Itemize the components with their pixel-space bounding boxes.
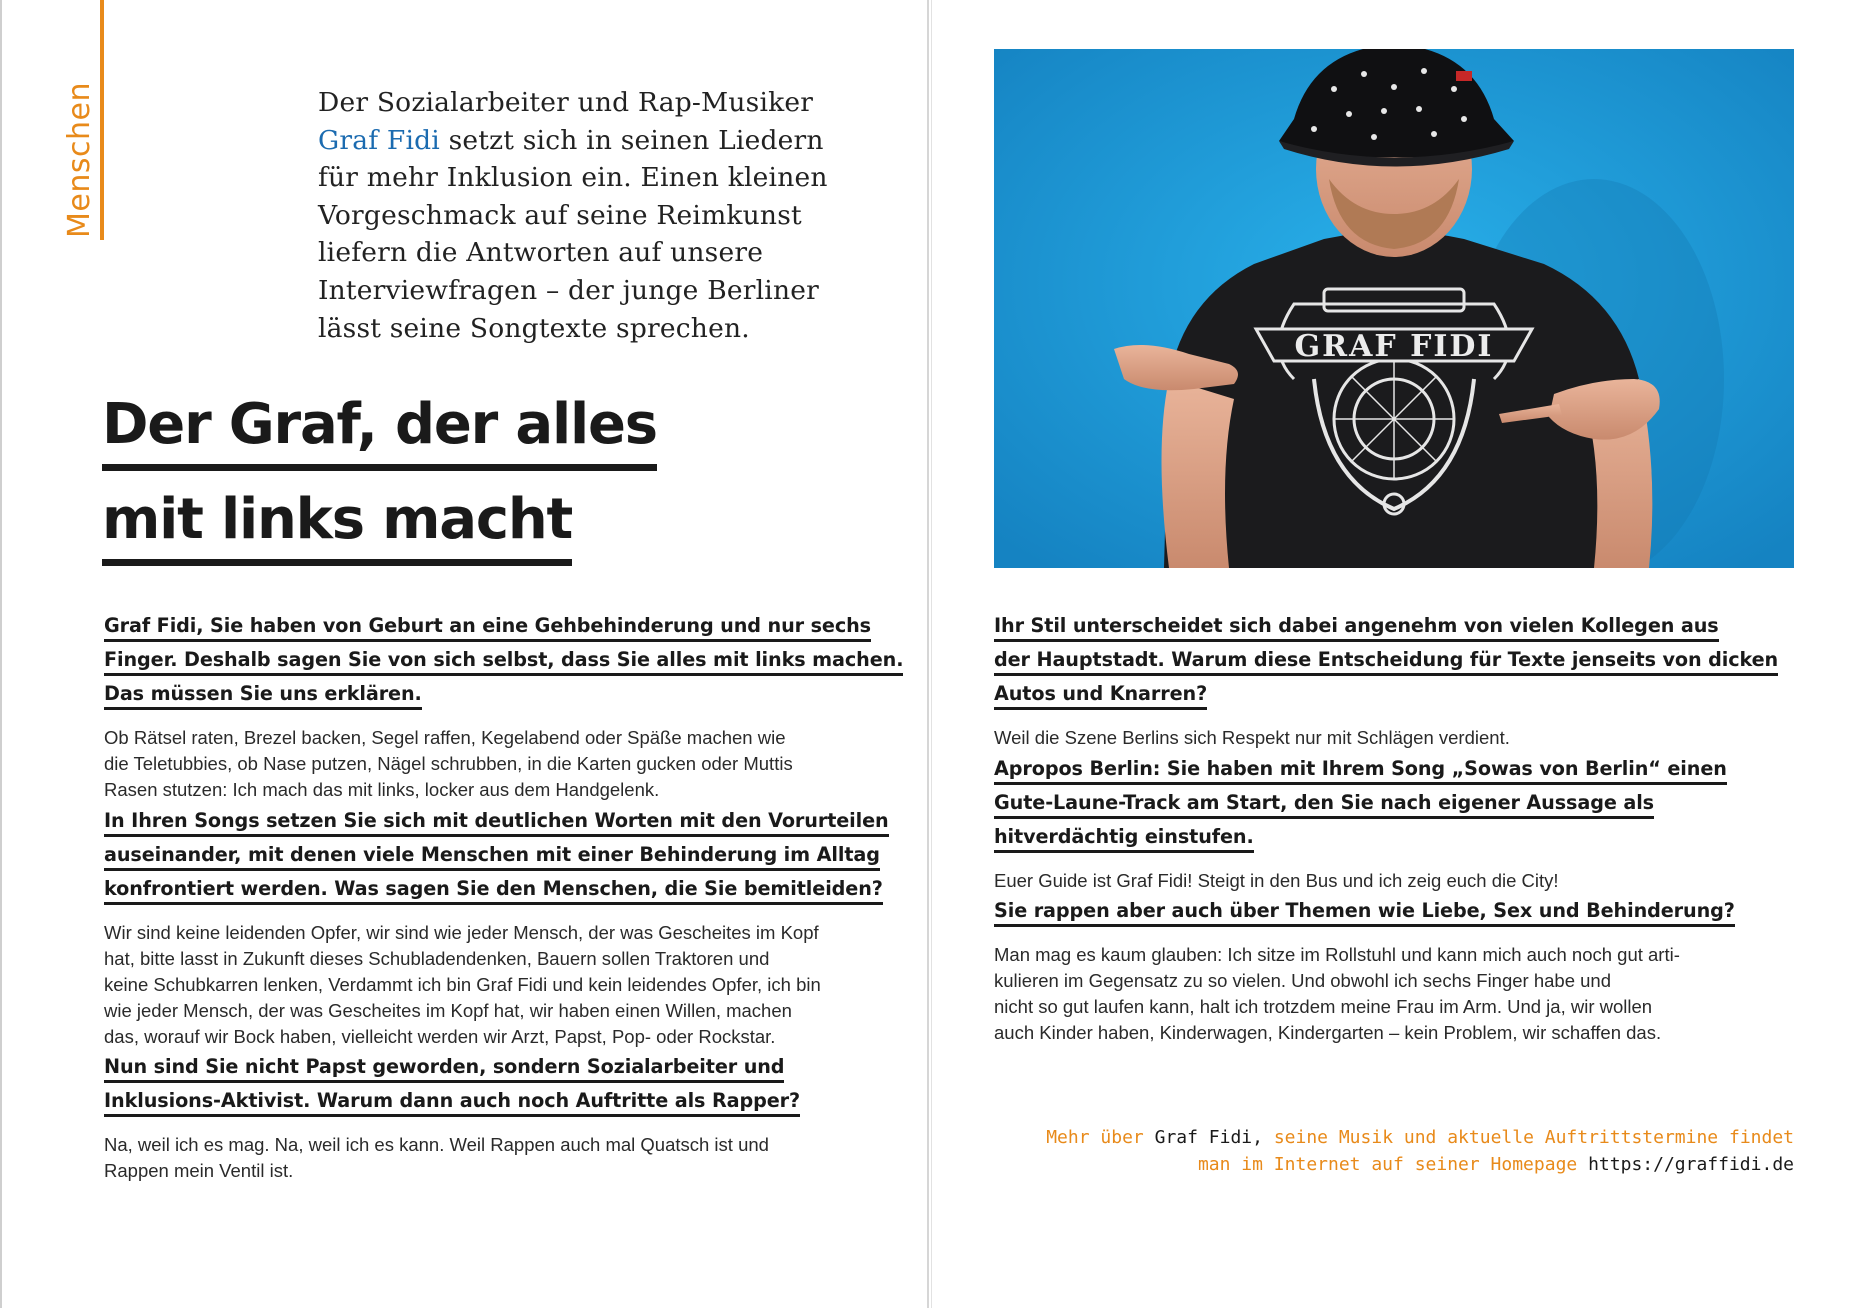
question-line: konfrontiert werden. Was sagen Sie den Menschen, die Sie bemitleiden? bbox=[104, 875, 883, 905]
answer-line: Euer Guide ist Graf Fidi! Steigt in den Bus und ich zeig euch die City! bbox=[994, 870, 1559, 891]
intro-line: liefern die Antworten auf unsere bbox=[318, 237, 764, 269]
intro-line: lässt seine Songtexte sprechen. bbox=[318, 312, 750, 344]
homepage-link[interactable]: https://graffidi.de bbox=[1588, 1154, 1794, 1175]
answer-line: das, worauf wir Bock haben, vielleicht werden wir Arzt, Papst, Pop- oder Rockstar. bbox=[104, 1026, 776, 1047]
footer-text: Mehr über bbox=[1046, 1127, 1144, 1148]
interview-answer bbox=[104, 1132, 864, 1184]
question-line: Ihr Stil unterscheidet sich dabei angenehm von vielen Kollegen aus bbox=[994, 612, 1719, 642]
interview-answer bbox=[994, 868, 1794, 894]
question-line: auseinander, mit denen viele Menschen mit einer Behinderung im Alltag bbox=[104, 841, 880, 871]
answer-line: auch Kinder haben, Kinderwagen, Kindergarten – kein Problem, wir schaffen das. bbox=[994, 1022, 1662, 1043]
intro-line: Der Sozialarbeiter und Rap-Musiker bbox=[318, 87, 814, 118]
question-line: Graf Fidi, Sie haben von Geburt an eine Gehbehinderung und nur sechs bbox=[104, 612, 871, 642]
answer-line: Rappen mein Ventil ist. bbox=[104, 1160, 294, 1181]
interview-question bbox=[104, 1052, 864, 1120]
footer-text: seine Musik und aktuelle Auftrittstermine findet bbox=[1273, 1127, 1794, 1148]
qa-block-2 bbox=[104, 806, 889, 1050]
photo-illustration bbox=[994, 49, 1794, 568]
question-line: Nun sind Sie nicht Papst geworden, sondern Sozialarbeiter und bbox=[104, 1053, 784, 1083]
article-headline bbox=[102, 390, 802, 580]
intro-line: Interviewfragen – der junge Berliner bbox=[318, 274, 819, 306]
question-line: In Ihren Songs setzen Sie sich mit deutlichen Worten mit den Vorurteilen bbox=[104, 807, 889, 837]
question-line: Autos und Knarren? bbox=[994, 680, 1207, 710]
intro-line: für mehr Inklusion ein. Einen kleinen bbox=[318, 162, 828, 194]
question-line: Finger. Deshalb sagen Sie von sich selbst, dass Sie alles mit links machen. bbox=[104, 646, 903, 676]
interview-answer bbox=[994, 725, 1794, 751]
answer-line: die Teletubbies, ob Nase putzen, Nägel schrubben, in die Karten gucken oder Muttis bbox=[104, 753, 793, 774]
intro-line: setzt sich in seinen Liedern bbox=[448, 124, 824, 156]
interview-question bbox=[994, 896, 1794, 930]
interview-question bbox=[994, 611, 1794, 713]
intro-paragraph bbox=[318, 84, 878, 347]
section-tab-bar bbox=[100, 0, 104, 240]
answer-line: hat, bitte lasst in Zukunft dieses Schubladendenken, Bauern sollen Traktoren und bbox=[104, 948, 770, 969]
intro-name-link[interactable]: Graf Fidi bbox=[318, 124, 440, 156]
headline-line-1: Der Graf, der alles bbox=[102, 390, 657, 471]
question-line: der Hauptstadt. Warum diese Entscheidung für Texte jenseits von dicken bbox=[994, 646, 1778, 676]
qa-block-3 bbox=[104, 1052, 864, 1184]
question-line: Inklusions-Aktivist. Warum dann auch noch Auftritte als Rapper? bbox=[104, 1087, 800, 1117]
headline-line-2: mit links macht bbox=[102, 485, 572, 566]
portrait-photo bbox=[994, 49, 1794, 568]
answer-line: kulieren im Gegensatz zu so vielen. Und obwohl ich sechs Finger habe und bbox=[994, 970, 1612, 991]
interview-question bbox=[994, 754, 1794, 856]
interview-question bbox=[104, 611, 904, 713]
qa-block-6 bbox=[994, 896, 1794, 1046]
interview-question bbox=[104, 806, 889, 908]
answer-line: Weil die Szene Berlins sich Respekt nur mit Schlägen verdient. bbox=[994, 727, 1510, 748]
answer-line: Man mag es kaum glauben: Ich sitze im Rollstuhl und kann mich auch noch gut arti- bbox=[994, 944, 1680, 965]
question-line: Apropos Berlin: Sie haben mit Ihrem Song „Sowas von Berlin“ einen bbox=[994, 755, 1727, 785]
answer-line: Wir sind keine leidenden Opfer, wir sind wie jeder Mensch, der was Gescheites im Kopf bbox=[104, 922, 819, 943]
intro-line: Vorgeschmack auf seine Reimkunst bbox=[318, 199, 802, 231]
question-line: Sie rappen aber auch über Themen wie Liebe, Sex und Behinderung? bbox=[994, 897, 1735, 927]
answer-line: Rasen stutzen: Ich mach das mit links, locker aus dem Handgelenk. bbox=[104, 779, 660, 800]
interview-answer bbox=[104, 725, 864, 803]
interview-answer bbox=[994, 942, 1794, 1046]
footer-name: Graf Fidi, bbox=[1154, 1127, 1263, 1148]
qa-block-4 bbox=[994, 611, 1794, 751]
answer-line: keine Schubkarren lenken, Verdammt ich bin Graf Fidi und kein leidendes Opfer, ich bin bbox=[104, 974, 821, 995]
question-line: hitverdächtig einstufen. bbox=[994, 823, 1254, 853]
footer-text: man im Internet auf seiner Homepage bbox=[1197, 1154, 1578, 1175]
question-line: Das müssen Sie uns erklären. bbox=[104, 680, 422, 710]
footer-note bbox=[994, 1124, 1794, 1178]
answer-line: wie jeder Mensch, der was Gescheites im Kopf hat, wir haben einen Willen, machen bbox=[104, 1000, 792, 1021]
interview-answer bbox=[104, 920, 864, 1050]
shirt-logo-text: GRAF FIDI bbox=[1294, 329, 1494, 364]
answer-line: Ob Rätsel raten, Brezel backen, Segel raffen, Kegelabend oder Späße machen wie bbox=[104, 727, 786, 748]
section-label: Menschen bbox=[62, 82, 97, 238]
question-line: Gute-Laune-Track am Start, den Sie nach eigener Aussage als bbox=[994, 789, 1654, 819]
answer-line: nicht so gut laufen kann, halt ich trotzdem meine Frau im Arm. Und ja, wir wollen bbox=[994, 996, 1653, 1017]
qa-block-5 bbox=[994, 754, 1794, 894]
qa-block-1 bbox=[104, 611, 904, 803]
answer-line: Na, weil ich es mag. Na, weil ich es kann. Weil Rappen auch mal Quatsch ist und bbox=[104, 1134, 769, 1155]
